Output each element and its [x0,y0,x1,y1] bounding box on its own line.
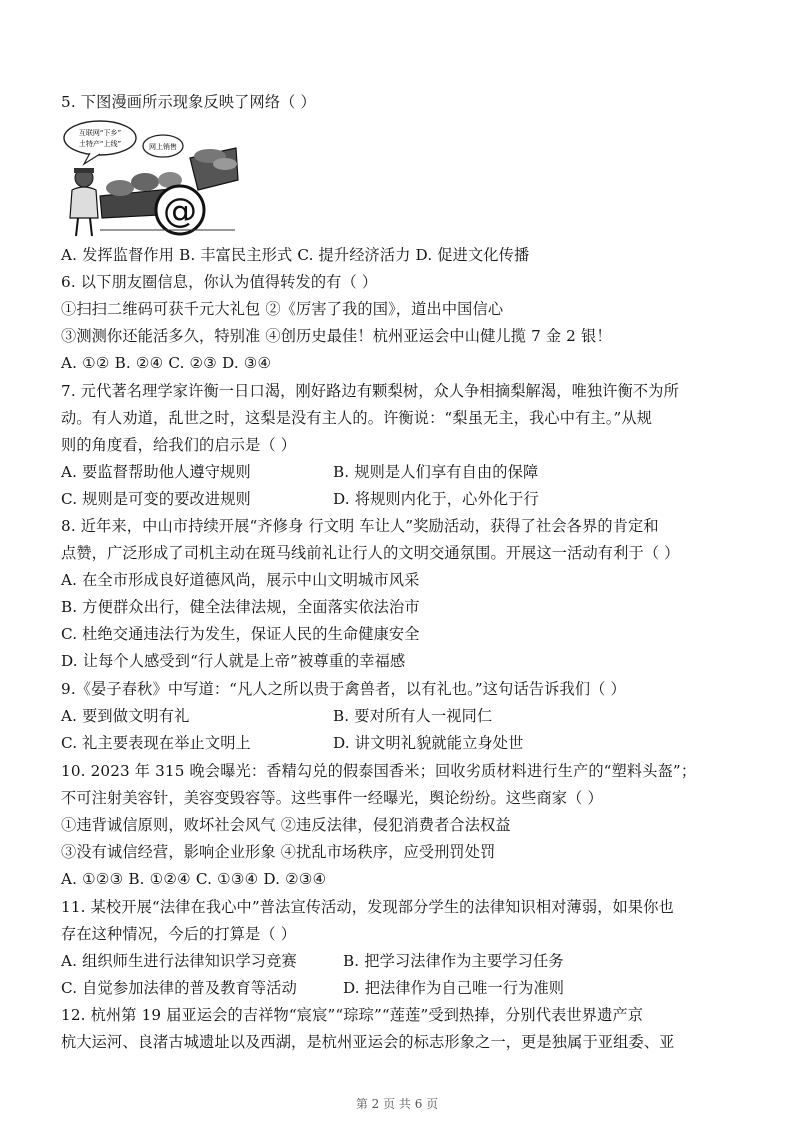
question-10-line1: 10. 2023 年 315 晚会曝光：香精勾兑的假泰国香米；回收劣质材料进行生产的“塑料头盔”； [61,762,697,780]
question-11-option-a: A. 组织师生进行法律知识学习竞赛 [61,952,297,970]
question-7-option-a: A. 要监督帮助他人遵守规则 [61,463,251,481]
question-9-option-d: D. 讲文明礼貌就能立身处世 [333,734,524,752]
question-9-options-row1 [61,705,754,727]
bubble-left-line1: 互联网“下乡” [78,129,122,137]
question-6-line2: ③测测你还能活多久，特别准 ④创历史最佳！杭州亚运会中山健儿揽 7 金 2 银！ [61,327,612,345]
question-12-line1: 12. 杭州第 19 届亚运会的吉祥物“宸宸”“琮琮”“莲莲”受到热捧，分别代表世界遗产京 [61,1006,644,1024]
question-10-line4: ③没有诚信经营，影响企业形象 ④扰乱市场秩序，应受刑罚处罚 [61,843,496,861]
question-7-line1: 7. 元代著名理学家许衡一日口渴，刚好路边有颗梨树，众人争相摘梨解渴，唯独许衡不为所 [61,382,679,400]
question-7-option-c: C. 规则是可变的要改进规则 [61,490,251,508]
question-8-line2: 点赞，广泛形成了司机主动在斑马线前礼让行人的文明交通氛围。开展这一活动有利于（ ） [61,544,680,562]
question-6-options: A. ①② B. ②④ C. ②③ D. ③④ [61,354,272,372]
question-11-options-row2 [61,977,754,999]
question-10-line3: ①违背诚信原则，败坏社会风气 ②违反法律，侵犯消费者合法权益 [61,816,511,834]
question-5-stem: 5. 下图漫画所示现象反映了网络（ ） [61,93,316,111]
question-12-line2: 杭大运河、良渚古城遗址以及西湖，是杭州亚运会的标志形象之一，更是独属于亚组委、亚 [61,1033,675,1051]
bubble-right-text: 网上销售 [149,143,177,151]
question-11-line1: 11. 某校开展“法律在我心中”普法宣传活动，发现部分学生的法律知识相对薄弱，如果你也 [61,898,674,916]
question-11-option-d: D. 把法律作为自己唯一行为准则 [343,979,565,997]
question-8-option-b: B. 方便群众出行，健全法律法规，全面落实依法治市 [61,598,420,616]
svg-text:@: @ [163,191,197,231]
bubble-left-line2: 土特产“上线” [78,140,122,148]
question-6-stem: 6. 以下朋友圈信息，你认为值得转发的有（ ） [61,273,378,291]
page-footer: 第 2 页 共 6 页 [355,1097,439,1111]
question-5-options: A. 发挥监督作用 B. 丰富民主形式 C. 提升经济活力 D. 促进文化传播 [61,246,530,264]
question-11-option-b: B. 把学习法律作为主要学习任务 [343,952,564,970]
cartoon-illustration [60,118,240,240]
question-9-options-row2 [61,732,754,754]
question-9-option-b: B. 要对所有人一视同仁 [333,707,493,725]
question-7-options-row2 [61,488,754,510]
question-9-option-c: C. 礼主要表现在举止文明上 [61,734,251,752]
question-9-stem: 9.《晏子春秋》中写道：“凡人之所以贵于禽兽者，以有礼也。”这句话告诉我们（ ） [61,680,626,698]
question-11-options-row1 [61,950,754,972]
question-7-line3: 则的角度看，给我们的启示是（ ） [61,436,297,454]
question-10-line2: 不可注射美容针，美容变毁容等。这些事件一经曝光，舆论纷纷。这些商家（ ） [61,789,603,807]
question-7-line2: 动。有人劝道，乱世之时，这梨是没有主人的。许衡说：“梨虽无主，我心中有主。”从规 [61,409,653,427]
question-6-line1: ①扫扫二维码可获千元大礼包 ②《厉害了我的国》，道出中国信心 [61,300,504,318]
question-8-line1: 8. 近年来，中山市持续开展“齐修身 行文明 车让人”奖励活动，获得了社会各界的肯定和 [61,517,659,535]
question-9-option-a: A. 要到做文明有礼 [61,707,190,725]
question-7-options-row1 [61,461,754,483]
question-8-option-a: A. 在全市形成良好道德风尚，展示中山文明城市风采 [61,571,420,589]
question-8-option-d: D. 让每个人感受到“行人就是上帝”被尊重的幸福感 [61,652,406,670]
question-7-option-b: B. 规则是人们享有自由的保障 [333,463,539,481]
question-10-options: A. ①②③ B. ①②④ C. ①③④ D. ②③④ [61,870,327,888]
question-11-line2: 存在这种情况，今后的打算是（ ） [61,925,297,943]
question-7-option-d: D. 将规则内化于，心外化于行 [333,490,539,508]
question-8-option-c: C. 杜绝交通违法行为发生，保证人民的生命健康安全 [61,625,420,643]
question-11-option-c: C. 自觉参加法律的普及教育等活动 [61,979,297,997]
